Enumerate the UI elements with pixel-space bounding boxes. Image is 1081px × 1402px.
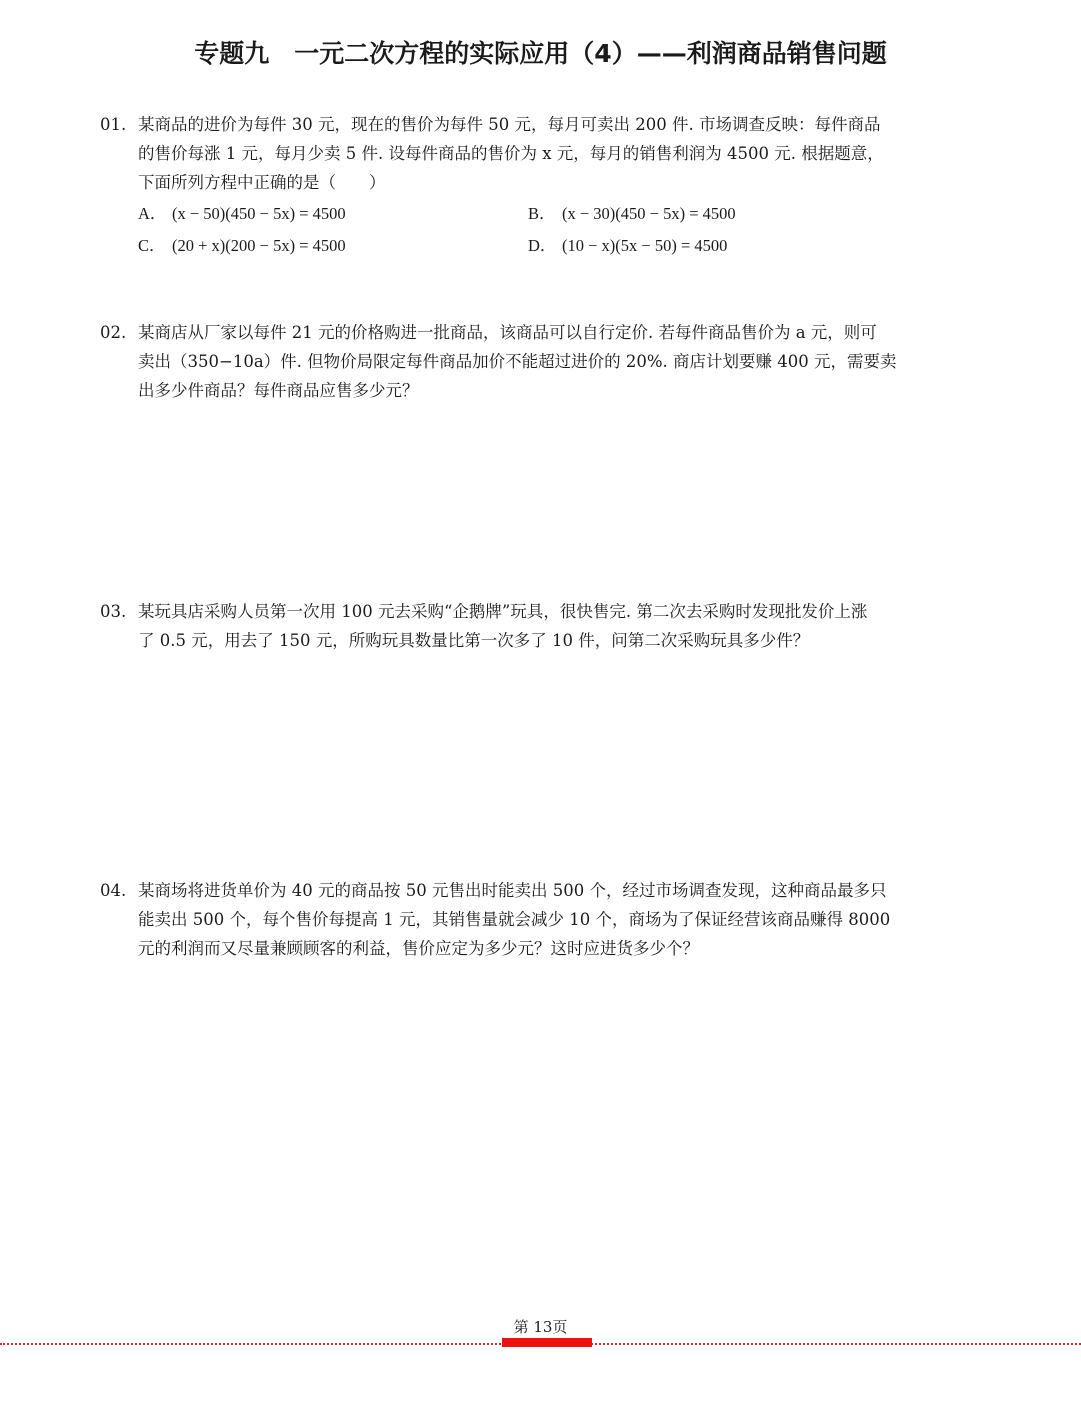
page-title: 专题九 一元二次方程的实际应用（4）——利润商品销售问题 [194,39,887,68]
footer-accent-bar [502,1338,592,1347]
question-line: 03. 某玩具店采购人员第一次用 100 元去采购“企鹅牌”玩具，很快售完. 第二次去采购时发现批发价上涨 [100,597,1000,626]
option-c[interactable]: C． (20 + x)(200 − 5x) = 4500 [138,236,346,255]
option-a[interactable]: A． (x − 50)(450 − 5x) = 4500 [138,204,346,223]
question-line: 出多少件商品？每件商品应售多少元？ [138,381,419,400]
question-01 [100,110,1000,197]
question-line: 04. 某商场将进货单价为 40 元的商品按 50 元售出时能卖出 500 个，经过市场调查发现，这种商品最多只 [100,876,1000,905]
page-number: 第 13页 [513,1318,568,1336]
option-d[interactable]: D． (10 − x)(5x − 50) = 4500 [528,236,728,255]
question-02 [100,318,1000,405]
question-number: 01. [100,115,127,134]
question-line: 01. 某商品的进价为每件 30 元，现在的售价为每件 50 元，每月可卖出 200 件. 市场调查反映：每件商品 [100,110,1000,139]
question-number: 04. [100,881,127,900]
question-03 [100,597,1000,655]
question-line: 了 0.5 元，用去了 150 元，所购玩具数量比第一次多了 10 件，问第二次采购玩具多少件？ [138,631,810,650]
question-line: 能卖出 500 个，每个售价每提高 1 元，其销售量就会减少 10 个，商场为了保证经营该商品赚得 8000 [138,910,891,929]
question-04 [100,876,1000,963]
question-line: 下面所列方程中正确的是（ ） [138,173,386,192]
option-b[interactable]: B． (x − 30)(450 − 5x) = 4500 [528,204,736,223]
question-line: 的售价每涨 1 元，每月少卖 5 件. 设每件商品的售价为 x 元，每月的销售利润为 4500 元. 根据题意， [138,144,884,163]
question-line: 元的利润而又尽量兼顾顾客的利益，售价应定为多少元？这时应进货多少个？ [138,939,699,958]
question-line: 卖出（350−10a）件. 但物价局限定每件商品加价不能超过进价的 20%. 商店计划要赚 400 元，需要卖 [138,352,897,371]
question-number: 03. [100,602,127,621]
question-line: 02. 某商店从厂家以每件 21 元的价格购进一批商品，该商品可以自行定价. 若每件商品售价为 a 元，则可 [100,318,1000,347]
question-number: 02. [100,323,127,342]
